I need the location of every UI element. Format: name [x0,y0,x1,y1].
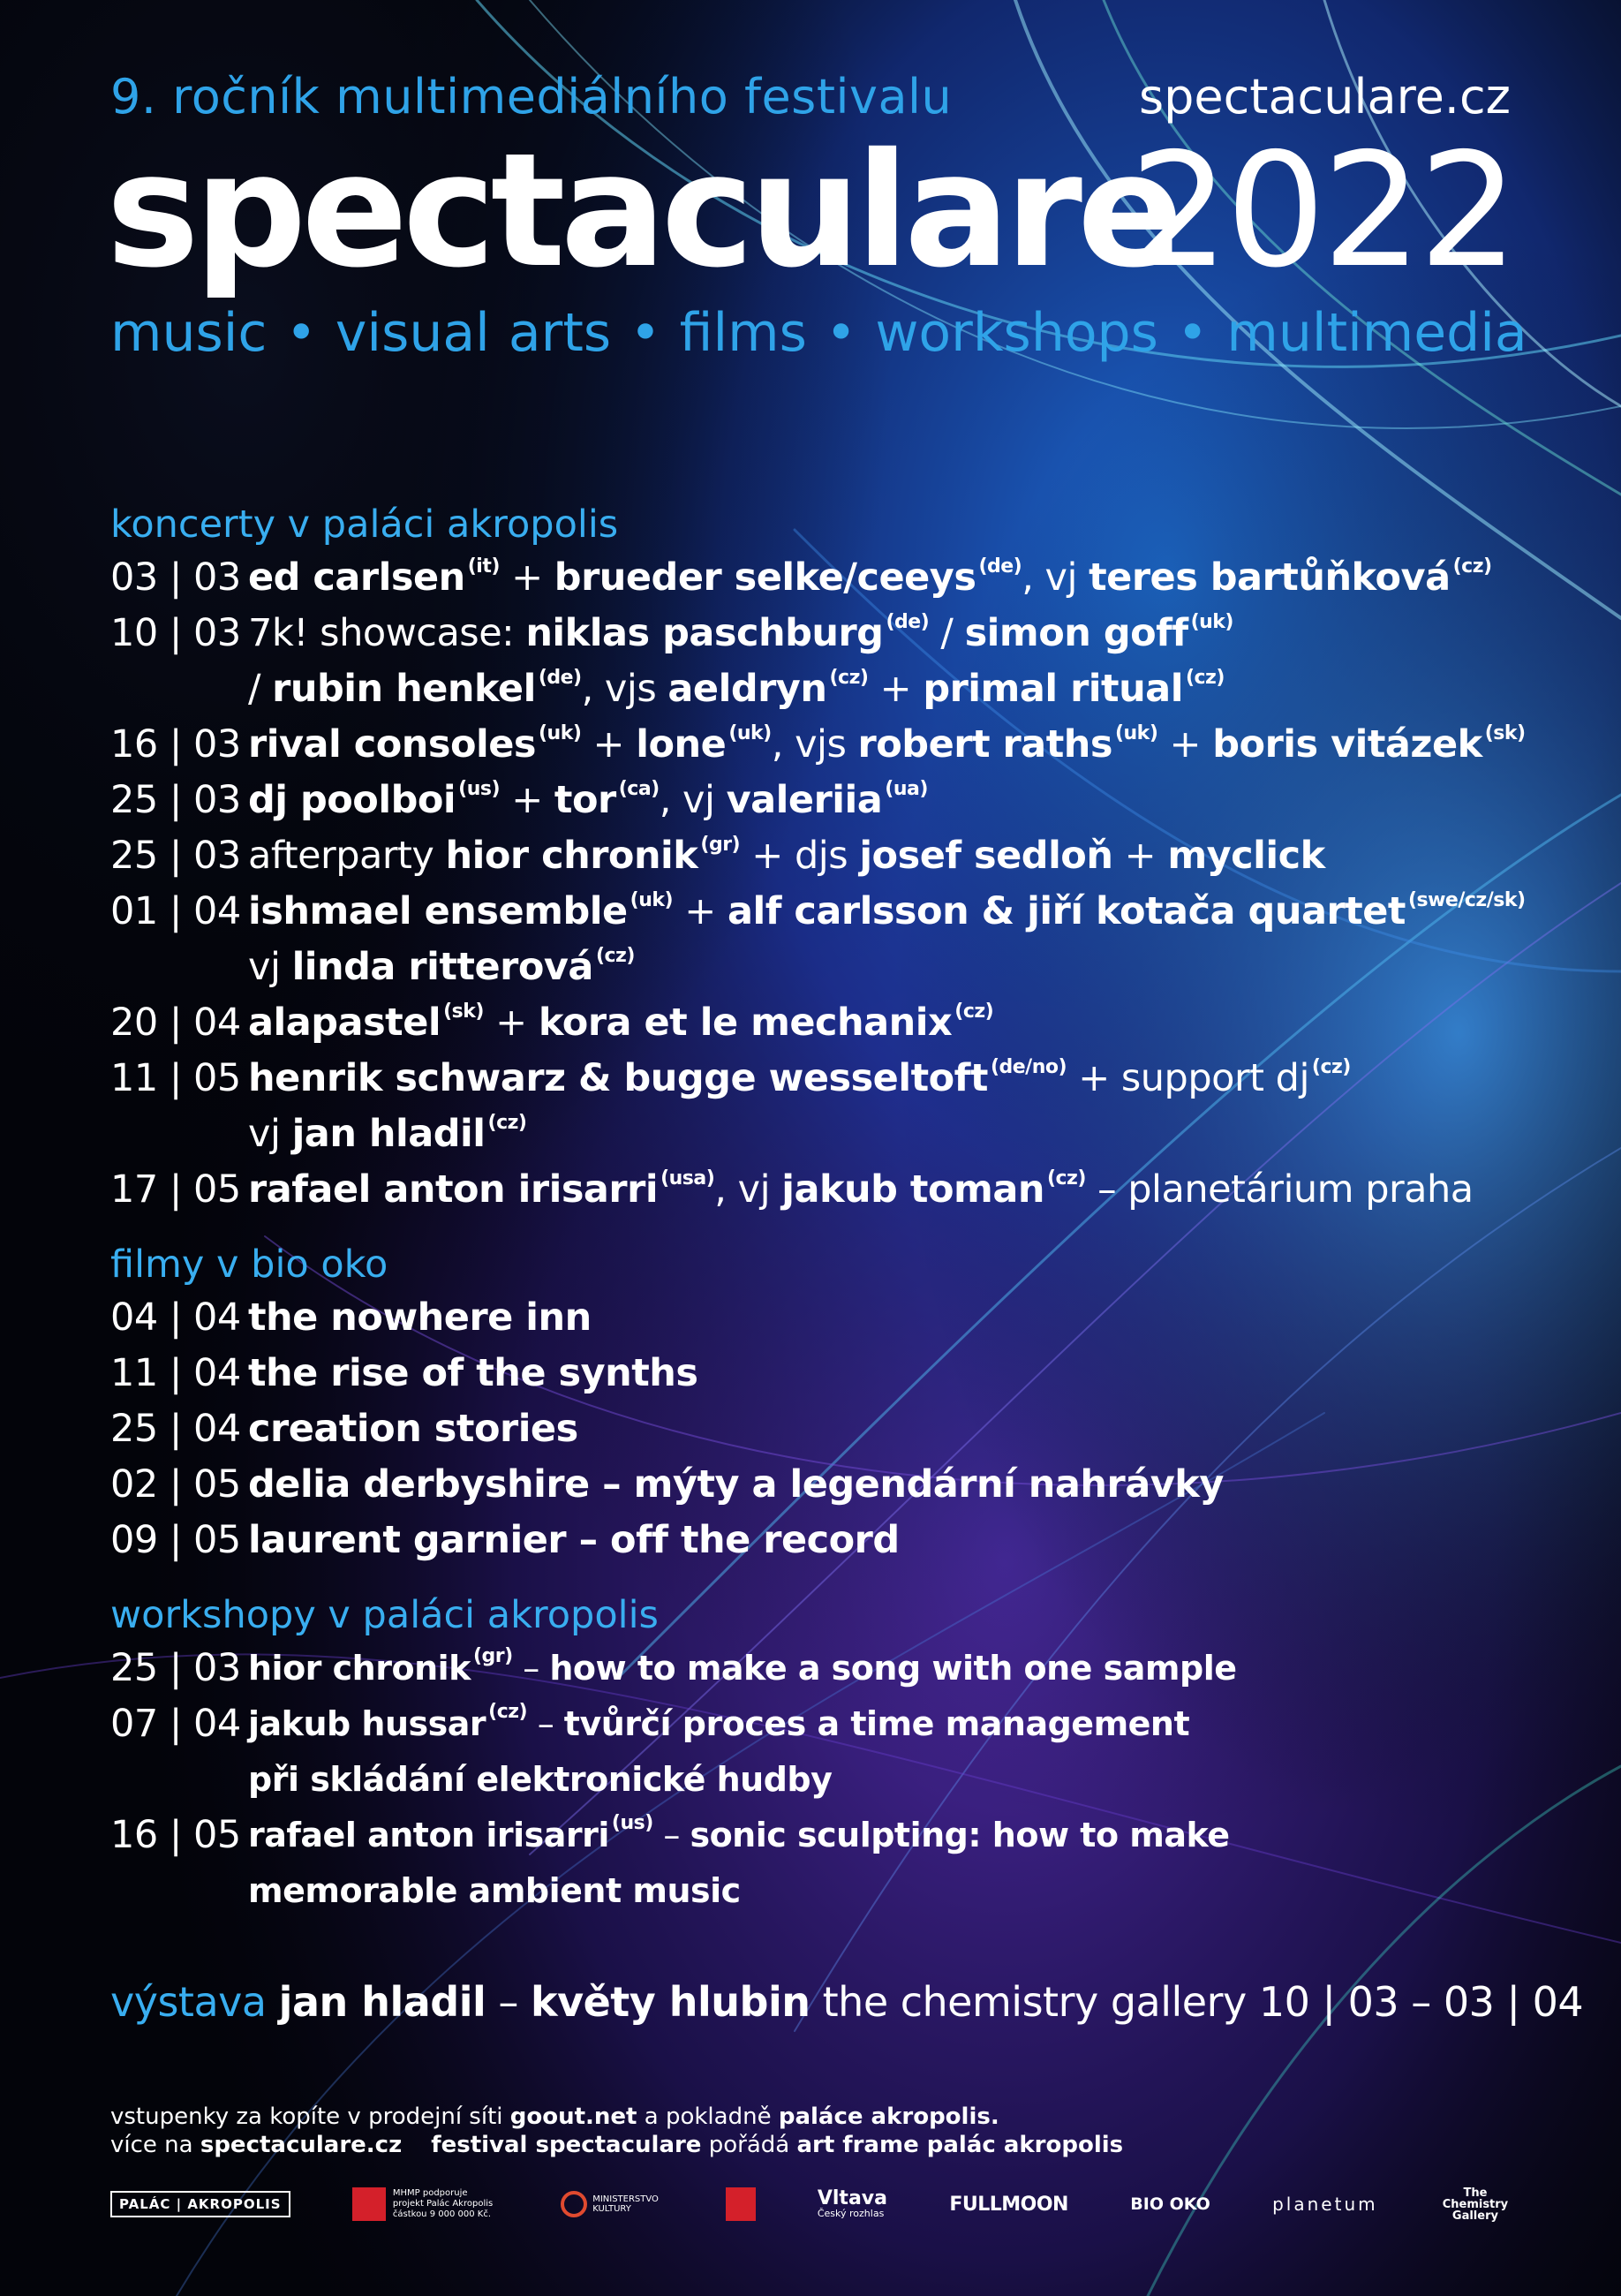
event-date: 10 | 03 [110,611,241,655]
festival-tagline: music • visual arts • films • workshops • multimedia [110,302,1527,364]
film-title: the rise of the synths [248,1351,698,1395]
workshop-row [110,1808,1558,1863]
site-url[interactable]: spectaculare.cz [1138,69,1511,125]
event-date: 17 | 05 [110,1167,241,1212]
event-date [110,1752,248,1808]
event-lineup: ishmael ensemble $^{(uk)}$ + alf carlsson & jiří kotača quartet $^{(swe/cz/sk)}$ [248,889,1526,933]
concert-row [110,884,1558,940]
film-row [110,1346,1558,1401]
chemistry-gallery-logo[interactable]: The Chemistry Gallery [1442,2186,1509,2223]
partner-logos [110,2179,1511,2229]
event-lineup: vj jan hladil $^{(cz)}$ [248,1112,527,1156]
ticket-info [110,2103,999,2130]
more-info-text: více na [110,2132,200,2158]
organizer-text: pořádá [701,2132,797,2158]
event-lineup: rival consoles $^{(uk)}$ + lone $^{(uk)}$, vjs robert raths $^{(uk)}$ + boris vitázek $^{(sk)}$ [248,722,1526,767]
vltava-logo[interactable] [818,2189,887,2219]
palac-akropolis-logo[interactable]: PALÁC | AKROPOLIS [110,2191,290,2217]
film-title: the nowhere inn [248,1295,592,1340]
workshop-row [110,1863,1558,1919]
program [110,499,1558,1919]
festival-name: festival spectaculare [431,2132,702,2158]
exhibition-title: květy hlubin [531,1978,810,2026]
event-lineup: 7k! showcase: niklas paschburg $^{(de)}$ / simon goff $^{(uk)}$ [248,611,1233,655]
vltava-name: Vltava [817,2187,887,2209]
event-date: 09 | 05 [110,1518,241,1562]
film-row [110,1457,1558,1513]
concert-row [110,773,1558,828]
praha-logo[interactable] [352,2187,499,2221]
film-title: delia derbyshire – mýty a legendární nahrávky [248,1462,1224,1507]
workshop-text: memorable ambient music [248,1871,741,1910]
event-date [110,1863,248,1919]
concert-row [110,717,1558,773]
workshop-text: jakub hussar $^{(cz)}$ – tvůrčí proces a time management [248,1701,1190,1743]
event-date [110,1106,248,1162]
event-lineup: alapastel $^{(sk)}$ + kora et le mechanix $^{(cz)}$ [248,1001,994,1045]
film-row [110,1401,1558,1457]
goout-link[interactable]: goout.net [509,2103,637,2130]
event-date: 25 | 03 [110,1646,241,1690]
concert-row [110,828,1558,884]
event-date: 11 | 05 [110,1056,241,1100]
film-title: creation stories [248,1407,578,1451]
event-lineup: afterparty hior chronik $^{(gr)}$ + djs josef sedloň + myclick [248,834,1325,878]
bio-oko-logo[interactable]: BIO OKO [1130,2194,1210,2214]
event-date: 16 | 05 [110,1813,241,1857]
workshop-text: při skládání elektronické hudby [248,1760,833,1799]
concert-row [110,550,1558,606]
concert-row [110,995,1558,1051]
praha-support-text: MHMP podporuje projekt Palác Akropolis částkou 9 000 000 Kč. [392,2188,494,2219]
concerts-section-title: koncerty v paláci akropolis [110,502,619,547]
workshop-row [110,1752,1558,1808]
workshop-row [110,1696,1558,1752]
event-date [110,661,248,717]
film-row [110,1290,1558,1346]
mk-emblem-icon [561,2191,587,2217]
exhibition-label: výstava [110,1978,267,2026]
radio-logo-icon[interactable] [726,2187,756,2221]
exhibition-venue-dates: the chemistry gallery 10 | 03 – 03 | 04 [810,1978,1584,2026]
event-date: 01 | 04 [110,889,241,933]
film-row [110,1513,1558,1568]
workshop-text: hior chronik $^{(gr)}$ – how to make a song with one sample [248,1645,1237,1688]
praha-emblem-icon [352,2187,386,2221]
event-lineup: rafael anton irisarri $^{(usa)}$, vj jakub toman $^{(cz)}$ – planetárium praha [248,1167,1474,1212]
event-date [110,940,248,995]
event-lineup: dj poolboi $^{(us)}$ + tor $^{(ca)}$, vj valeriia $^{(ua)}$ [248,778,928,822]
concert-row [110,661,1558,717]
festival-subtitle: 9. ročník multimediálního festivalu [110,69,953,125]
workshop-row [110,1641,1558,1696]
concert-row [110,606,1558,661]
films-section-title: filmy v bio oko [110,1242,388,1287]
ticket-text: a pokladně [637,2103,779,2130]
mk-text: MINISTERSTVO KULTURY [592,2194,659,2214]
event-date: 25 | 03 [110,834,241,878]
workshops-section-title: workshopy v paláci akropolis [110,1593,659,1637]
event-lineup: henrik schwarz & bugge wesseltoft $^{(de/no)}$ + support dj $^{(cz)}$ [248,1056,1351,1100]
organizer-info [110,2132,1123,2158]
festival-year: 2022 [1129,119,1515,302]
event-date: 07 | 04 [110,1702,241,1746]
event-lineup: ed carlsen $^{(it)}$ + brueder selke/ceeys $^{(de)}$, vj teres bartůňková $^{(cz)}$ [248,555,1492,600]
event-date: 03 | 03 [110,555,241,600]
fullmoon-logo[interactable]: FULLMOON [949,2193,1068,2216]
website-link[interactable]: spectaculare.cz [200,2132,403,2158]
concert-row [110,1106,1558,1162]
concert-row [110,1051,1558,1106]
box-office: paláce akropolis. [778,2103,999,2130]
event-date: 20 | 04 [110,1001,241,1045]
ticket-text: vstupenky za kopíte v prodejní síti [110,2103,510,2130]
event-date: 25 | 04 [110,1407,241,1451]
festival-brand: spectaculare [106,119,1179,302]
organizer-name: art frame palác akropolis [796,2132,1124,2158]
concert-row [110,1162,1558,1218]
event-date: 02 | 05 [110,1462,241,1507]
vltava-subtitle: Český rozhlas [817,2208,885,2219]
film-title: laurent garnier – off the record [248,1518,900,1562]
event-lineup: / rubin henkel $^{(de)}$, vjs aeldryn $^{(cz)}$ + primal ritual $^{(cz)}$ [248,667,1225,711]
event-lineup: vj linda ritterová $^{(cz)}$ [248,945,635,989]
exhibition-separator: – [486,1978,532,2026]
ministerstvo-kultury-logo[interactable] [561,2191,663,2217]
exhibition-line [110,1978,1583,2026]
event-date: 11 | 04 [110,1351,241,1395]
event-date: 04 | 04 [110,1295,241,1340]
planetum-logo[interactable]: planetum [1272,2194,1378,2215]
exhibition-artist: jan hladil [278,1978,486,2026]
event-date: 25 | 03 [110,778,241,822]
workshop-text: rafael anton irisarri $^{(us)}$ – sonic sculpting: how to make [248,1812,1230,1854]
event-date: 16 | 03 [110,722,241,767]
concert-row [110,940,1558,995]
